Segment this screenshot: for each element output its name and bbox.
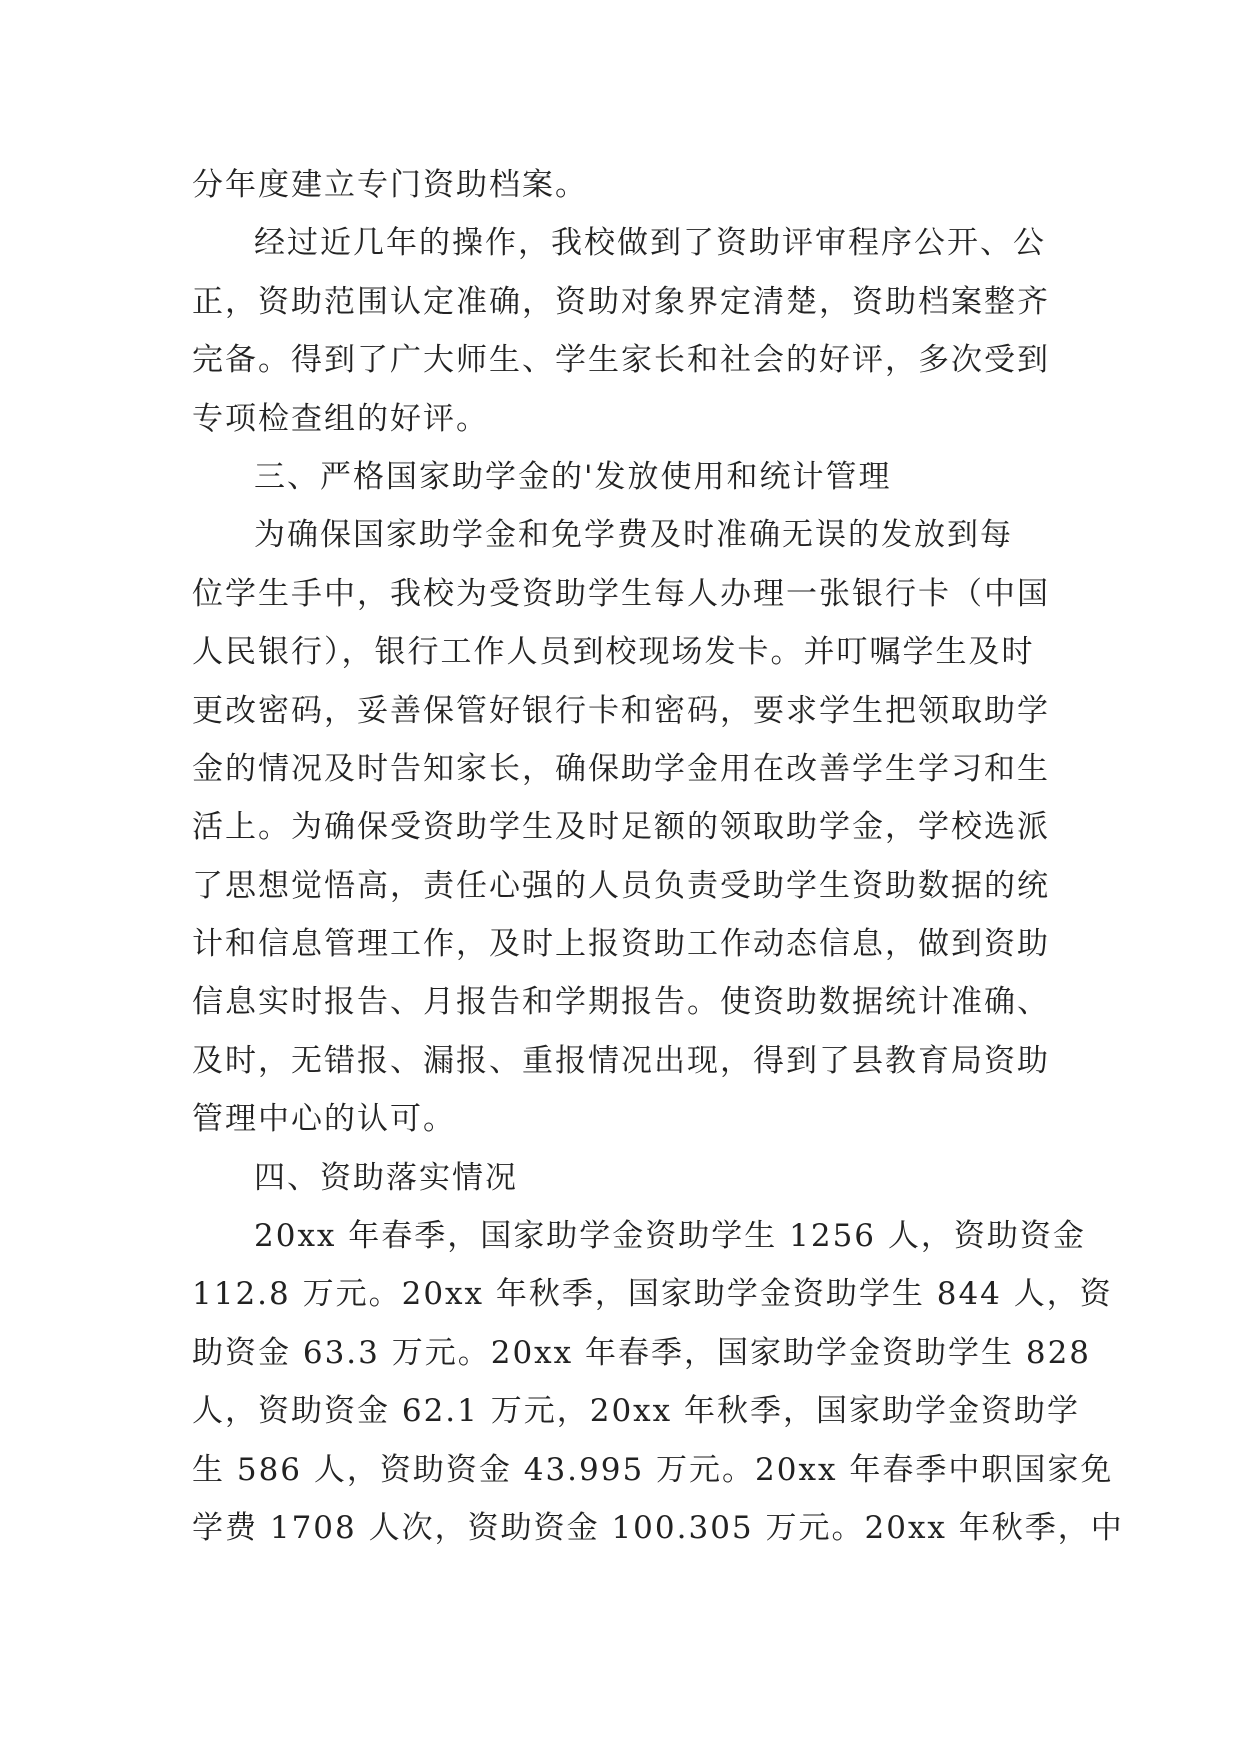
paragraph-start-line: 20xx 年春季，国家助学金资助学生 1256 人，资助资金 [254,1218,1086,1255]
text-line: 正，资助范围认定准确，资助对象界定清楚，资助档案整齐 [192,283,1050,320]
text-line: 金的情况及时告知家长，确保助学金用在改善学生学习和生 [192,750,1050,787]
paragraph-start-line: 经过近几年的操作，我校做到了资助评审程序公开、公 [254,225,1046,262]
text-line: 助资金 63.3 万元。20xx 年春季，国家助学金资助学生 828 [192,1334,1092,1371]
text-line: 活上。为确保受资助学生及时足额的领取助学金，学校选派 [192,809,1050,846]
paragraph-start-line: 为确保国家助学金和免学费及时准确无误的发放到每 [254,517,1013,554]
text-line: 生 586 人，资助资金 43.995 万元。20xx 年春季中职国家免 [192,1451,1114,1488]
text-line: 人，资助资金 62.1 万元，20xx 年秋季，国家助学金资助学 [192,1393,1080,1430]
text-line: 位学生手中，我校为受资助学生每人办理一张银行卡（中国 [192,575,1050,612]
text-line: 学费 1708 人次，资助资金 100.305 万元。20xx 年秋季，中 [192,1509,1124,1546]
text-line: 更改密码，妥善保管好银行卡和密码，要求学生把领取助学 [192,692,1050,729]
text-line: 信息实时报告、月报告和学期报告。使资助数据统计准确、 [192,984,1050,1021]
text-line: 及时，无错报、漏报、重报情况出现，得到了县教育局资助 [192,1042,1050,1079]
text-line: 分年度建立专门资助档案。 [192,167,588,203]
text-line: 专项检查组的好评。 [192,400,489,437]
text-line: 计和信息管理工作，及时上报资助工作动态信息，做到资助 [192,926,1050,963]
text-line: 了思想觉悟高，责任心强的人员负责受助学生资助数据的统 [192,867,1050,904]
section-heading-3: 三、严格国家助学金的'发放使用和统计管理 [254,458,892,495]
text-line: 完备。得到了广大师生、学生家长和社会的好评，多次受到 [192,342,1050,379]
section-heading-4: 四、资助落实情况 [254,1159,518,1196]
text-line: 人民银行），银行工作人员到校现场发卡。并叮嘱学生及时 [192,634,1035,671]
body-text [192,156,1124,1557]
text-line: 管理中心的认可。 [192,1101,456,1138]
text-line: 112.8 万元。20xx 年秋季，国家助学金资助学生 844 人，资 [192,1276,1113,1313]
